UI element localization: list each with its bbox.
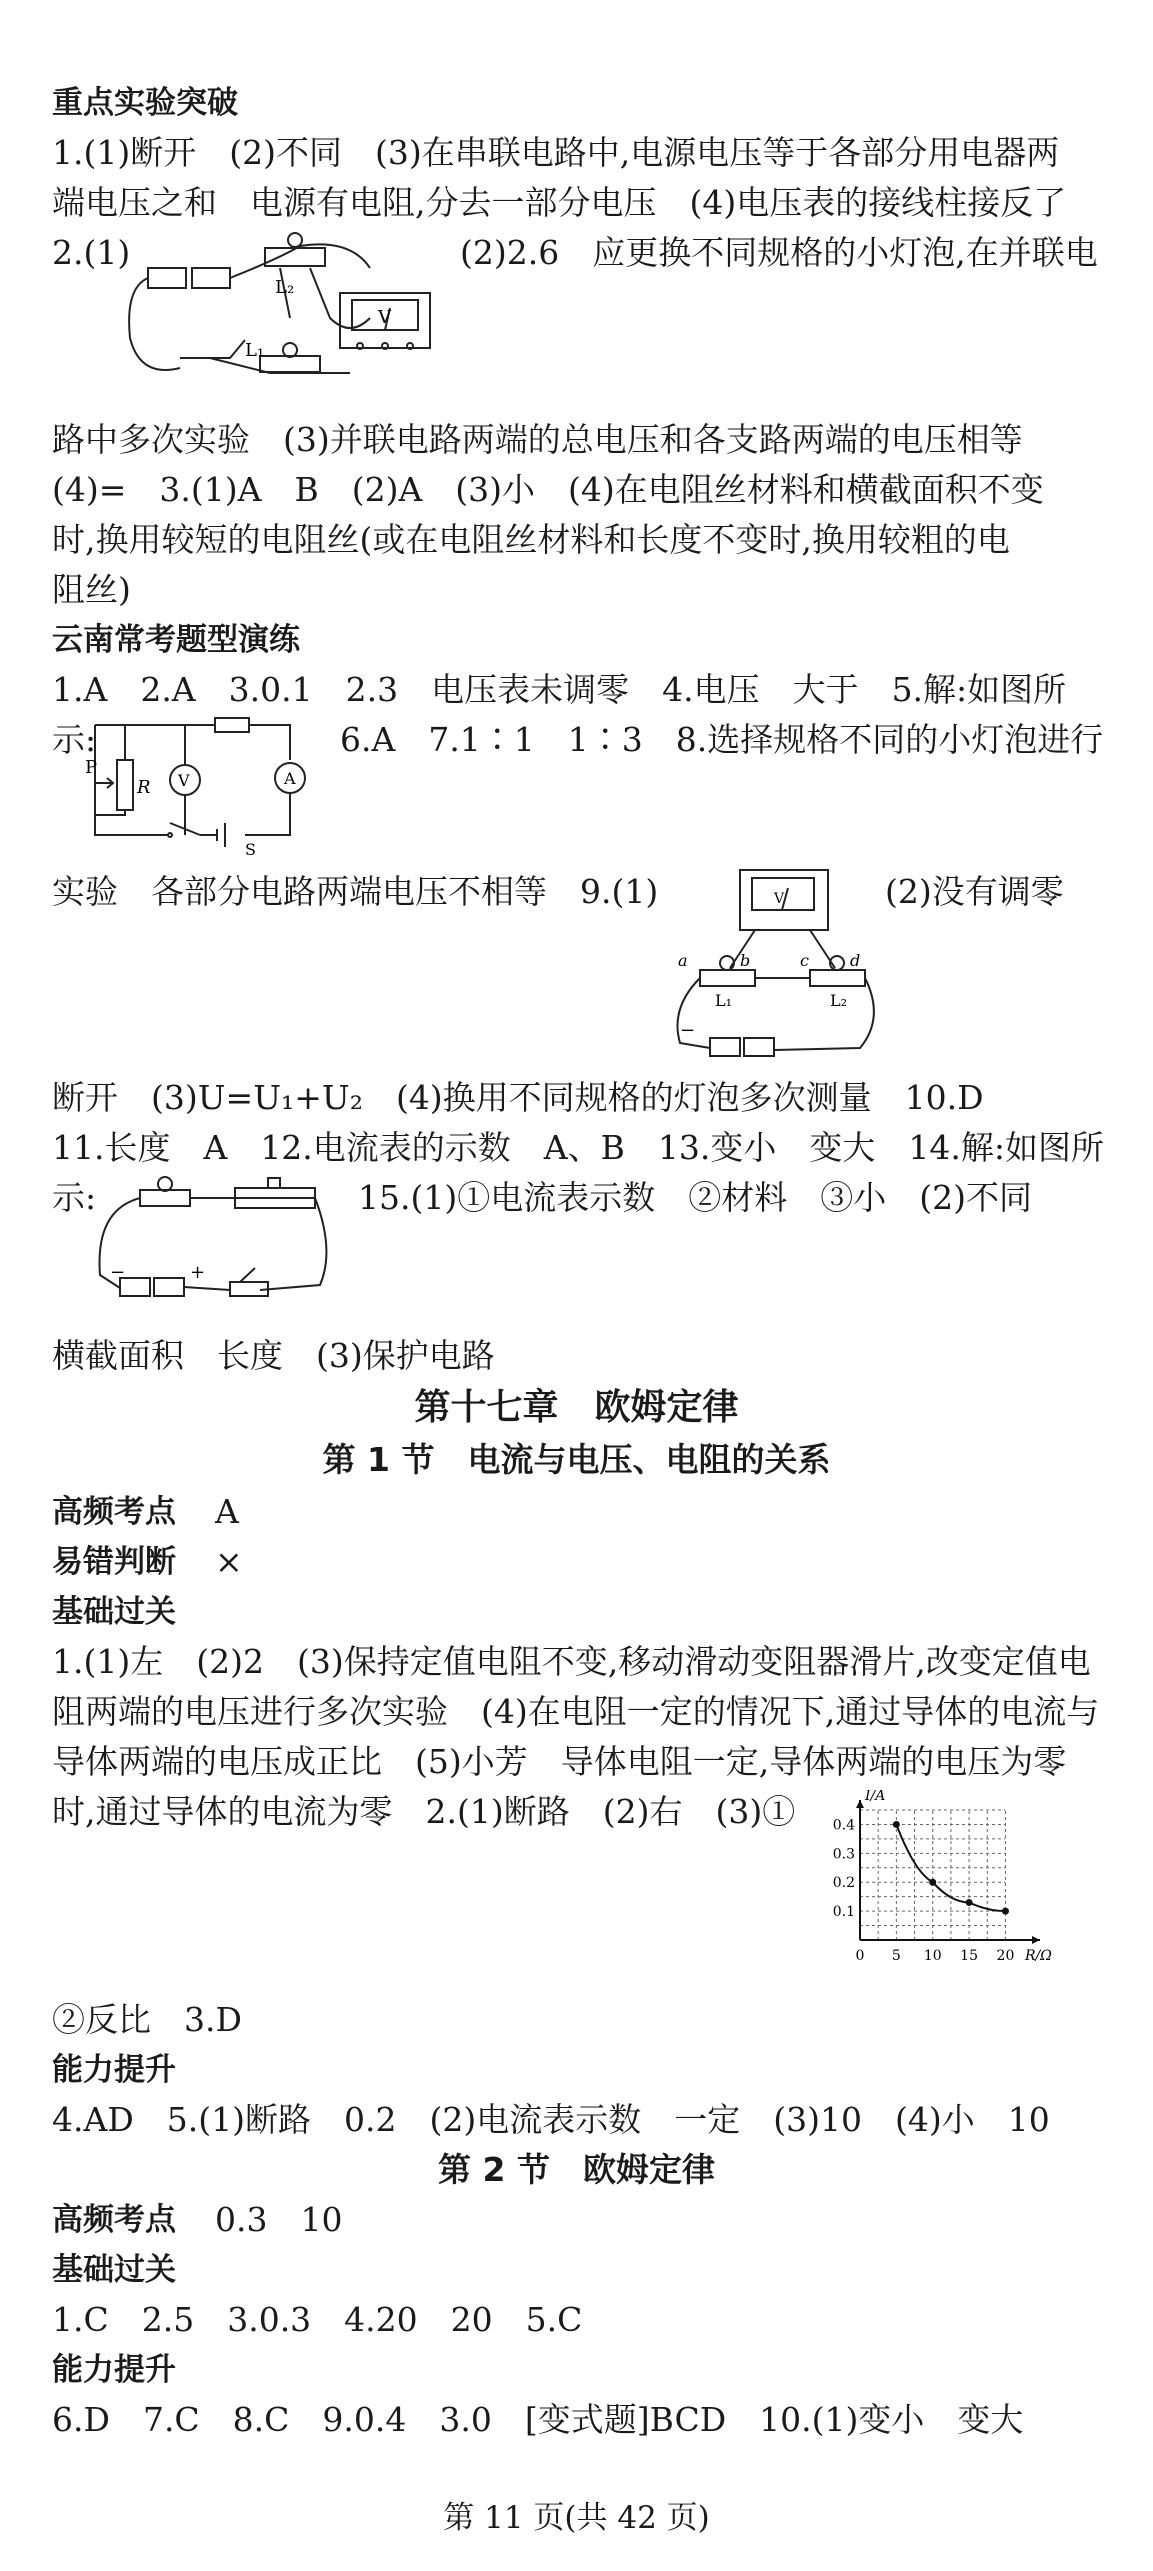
answer-line: 1.A 2.A 3.0.1 2.3 电压表未调零 4.电压 大于 5.解:如图所 bbox=[52, 670, 1067, 709]
current-resistance-graph bbox=[820, 1790, 1080, 1980]
label-l2: L₂ bbox=[830, 991, 848, 1010]
answer-line: 阻丝) bbox=[52, 570, 131, 609]
answer-line: 1.C 2.5 3.0.3 4.20 20 5.C bbox=[52, 2300, 583, 2339]
y-axis-label: I/A bbox=[865, 1790, 886, 1804]
heading-yunnan-practice: 云南常考题型演练 bbox=[52, 622, 300, 658]
answer-line: 端电压之和 电源有电阻,分去一部分电压 (4)电压表的接线柱接反了 bbox=[52, 183, 1067, 222]
answer-line: 11.长度 A 12.电流表的示数 A、B 13.变小 变大 14.解:如图所 bbox=[52, 1128, 1104, 1167]
x-axis-label: R/Ω bbox=[1025, 1948, 1052, 1964]
battery-cell bbox=[148, 268, 186, 288]
answer-line: 1.(1)左 (2)2 (3)保持定值电阻不变,移动滑动变阻器滑片,改变定值电 bbox=[52, 1642, 1091, 1681]
x-tick-label: 10 bbox=[923, 1948, 942, 1964]
parallel-circuit-figure bbox=[120, 228, 450, 393]
data-point bbox=[1002, 1908, 1009, 1915]
y-tick-label: 0.2 bbox=[832, 1875, 855, 1892]
label-l1: L₁ bbox=[715, 991, 733, 1010]
x-tick-label: 20 bbox=[996, 1948, 1015, 1964]
answer-line: 4.AD 5.(1)断路 0.2 (2)电流表示数 一定 (3)10 (4)小 10 bbox=[52, 2100, 1050, 2139]
answer-line: 断开 (3)U=U₁+U₂ (4)换用不同规格的灯泡多次测量 10.D bbox=[52, 1078, 984, 1117]
data-point bbox=[929, 1879, 936, 1886]
x-tick-label: 15 bbox=[960, 1948, 979, 1964]
x-tick-label: 5 bbox=[891, 1948, 901, 1964]
answer-line: 1.(1)断开 (2)不同 (3)在串联电路中,电源电压等于各部分用电器两 bbox=[52, 133, 1060, 172]
label-point-d: d bbox=[850, 951, 861, 970]
y-tick-label: 0.1 bbox=[832, 1904, 855, 1921]
label-high-frequency: 高频考点 bbox=[52, 2202, 176, 2238]
x-axis-arrow bbox=[1032, 1936, 1040, 1944]
y-axis-arrow bbox=[856, 1800, 864, 1808]
section-2-title: 第 2 节 欧姆定律 bbox=[438, 2150, 715, 2189]
answer-line: 示: bbox=[52, 720, 97, 759]
label-ammeter: A bbox=[284, 769, 296, 788]
battery-cell bbox=[192, 268, 230, 288]
answer-line: ②反比 3.D bbox=[52, 2000, 242, 2039]
label-point-c: c bbox=[800, 951, 809, 970]
answer-line: 15.(1)①电流表示数 ②材料 ③小 (2)不同 bbox=[358, 1178, 1032, 1217]
answer-line: 6.A 7.1∶1 1∶3 8.选择规格不同的小灯泡进行 bbox=[340, 720, 1104, 759]
answer-line: 阻两端的电压进行多次实验 (4)在电阻一定的情况下,通过导体的电流与 bbox=[52, 1692, 1100, 1731]
heading-ability: 能力提升 bbox=[52, 2352, 176, 2388]
answer-line: 时,换用较短的电阻丝(或在电阻丝材料和长度不变时,换用较粗的电 bbox=[52, 520, 1010, 559]
y-tick-label: 0.3 bbox=[832, 1846, 855, 1863]
heading-basics: 基础过关 bbox=[52, 1594, 176, 1630]
answer-line: (4)= 3.(1)A B (2)A (3)小 (4)在电阻丝材料和横截面积不变 bbox=[52, 470, 1044, 509]
label-high-frequency: 高频考点 bbox=[52, 1494, 176, 1530]
label-minus: − bbox=[680, 1020, 696, 1041]
label-resistor-r: R bbox=[137, 777, 151, 798]
label-minus: − bbox=[110, 1262, 126, 1283]
label-slider-p: P bbox=[85, 757, 98, 778]
label-plus: + bbox=[190, 1262, 206, 1283]
heading-basics: 基础过关 bbox=[52, 2252, 176, 2288]
chapter-title: 第十七章 欧姆定律 bbox=[414, 1387, 739, 1428]
answer-line: 横截面积 长度 (3)保护电路 bbox=[52, 1336, 495, 1375]
label-l2: L₂ bbox=[275, 277, 295, 298]
answer-line: 路中多次实验 (3)并联电路两端的总电压和各支路两端的电压相等 bbox=[52, 420, 1023, 459]
label-voltmeter: V bbox=[178, 771, 190, 790]
high-frequency-answer: 0.3 10 bbox=[215, 2200, 343, 2239]
label-error-judgment: 易错判断 bbox=[52, 1544, 176, 1580]
answer-line: 导体两端的电压成正比 (5)小芳 导体电阻一定,导体两端的电压为零 bbox=[52, 1742, 1067, 1781]
rheostat-circuit-figure bbox=[90, 1170, 340, 1320]
label-voltmeter: V bbox=[378, 307, 391, 328]
answer-line: 实验 各部分电路两端电压不相等 9.(1) bbox=[52, 872, 659, 911]
answer-line: 2.(1) bbox=[52, 233, 131, 272]
data-point bbox=[966, 1899, 973, 1906]
answer-line: 6.D 7.C 8.C 9.0.4 3.0 [变式题]BCD 10.(1)变小 变大 bbox=[52, 2400, 1024, 2439]
label-voltmeter: V bbox=[774, 891, 785, 907]
section-1-title: 第 1 节 电流与电压、电阻的关系 bbox=[322, 1440, 831, 1479]
page-footer: 第 11 页(共 42 页) bbox=[443, 2500, 710, 2536]
heading-ability: 能力提升 bbox=[52, 2052, 176, 2088]
heading-key-experiments: 重点实验突破 bbox=[52, 85, 238, 121]
circuit-schematic-figure bbox=[85, 705, 330, 855]
answer-line: (2)2.6 应更换不同规格的小灯泡,在并联电 bbox=[460, 233, 1098, 272]
error-judgment-answer: × bbox=[215, 1542, 243, 1581]
label-point-a: a bbox=[678, 951, 688, 970]
data-point bbox=[893, 1821, 900, 1828]
high-frequency-answer: A bbox=[215, 1492, 239, 1531]
y-tick-label: 0.4 bbox=[832, 1817, 855, 1834]
label-switch-s: S bbox=[245, 840, 256, 855]
answer-line: (2)没有调零 bbox=[885, 872, 1064, 911]
label-point-b: b bbox=[740, 951, 751, 970]
label-l1: L₁ bbox=[245, 340, 265, 361]
answer-line: 时,通过导体的电流为零 2.(1)断路 (2)右 (3)① bbox=[52, 1792, 796, 1831]
series-circuit-figure bbox=[660, 858, 890, 1068]
x-tick-label: 0 bbox=[855, 1948, 865, 1964]
answer-line: 示: bbox=[52, 1178, 97, 1217]
